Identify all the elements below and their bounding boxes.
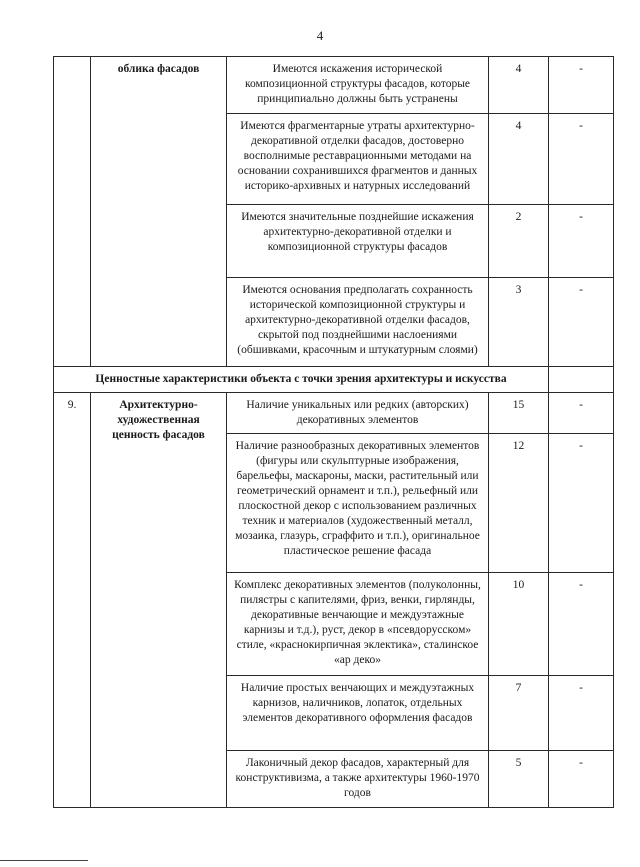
row-number-cell: [54, 57, 91, 367]
footnote-divider: [0, 860, 88, 861]
row-number-cell: 9.: [54, 393, 91, 808]
score-cell: 12: [489, 434, 549, 573]
criterion-description: Наличие простых венчающих и междуэтажных карнизов, наличников, лопаток, отдельных элементов декоративного оформления фасадов: [227, 676, 489, 751]
extra-cell: -: [549, 57, 614, 114]
score-cell: 4: [489, 114, 549, 205]
criterion-description: Имеются значительные позднейшие искажения архитектурно-декоративной отделки и композиционной структуры фасадов: [227, 205, 489, 278]
extra-cell: -: [549, 573, 614, 676]
score-cell: 15: [489, 393, 549, 434]
criterion-description: Наличие разнообразных декоративных элементов (фигуры или скульптурные изображения, барельефы, маскароны, маски, растительный или геометрический орнамент и т.п.), рельефный или плоскостной декор с использованием различных техник и материалов (художественный металл, мозаика, глазурь, сграффито и т.п.), оригинальное пластическое решение фасада: [227, 434, 489, 573]
score-cell: 10: [489, 573, 549, 676]
criterion-name: Архитектурно-художественная ценность фасадов: [91, 393, 227, 808]
extra-cell: -: [549, 751, 614, 808]
extra-cell: -: [549, 676, 614, 751]
score-cell: 3: [489, 278, 549, 367]
criterion-description: Имеются основания предполагать сохранность исторической композиционной структуры и архитектурно-декоративной отделки фасадов, скрытой под позднейшими наслоениями (обшивками, красочным и штукатурным слоями): [227, 278, 489, 367]
section-title: Ценностные характеристики объекта с точки зрения архитектуры и искусства: [54, 367, 549, 393]
extra-cell: -: [549, 114, 614, 205]
criterion-name: облика фасадов: [91, 57, 227, 367]
score-cell: 4: [489, 57, 549, 114]
extra-cell: -: [549, 393, 614, 434]
table-row: [54, 57, 614, 114]
table-row: [54, 393, 614, 434]
page-number: 4: [316, 28, 324, 43]
criterion-description: Наличие уникальных или редких (авторских) декоративных элементов: [227, 393, 489, 434]
criterion-description: Лаконичный декор фасадов, характерный для конструктивизма, а также архитектуры 1960-1970 годов: [227, 751, 489, 808]
criteria-table: [53, 56, 614, 808]
extra-cell: -: [549, 434, 614, 573]
score-cell: 5: [489, 751, 549, 808]
criterion-description: Имеются фрагментарные утраты архитектурно-декоративной отделки фасадов, достоверно восполнимые реставрационными методами на основании сохранившихся фрагментов и данных историко-архивных и натурных исследований: [227, 114, 489, 205]
section-empty-cell: [549, 367, 614, 393]
section-header-row: [54, 367, 614, 393]
score-cell: 2: [489, 205, 549, 278]
score-cell: 7: [489, 676, 549, 751]
criterion-description: Имеются искажения исторической композиционной структуры фасадов, которые принципиально должны быть устранены: [227, 57, 489, 114]
extra-cell: -: [549, 278, 614, 367]
extra-cell: -: [549, 205, 614, 278]
criterion-description: Комплекс декоративных элементов (полуколонны, пилястры с капителями, фриз, венки, гирлянды, декоративные венчающие и междуэтажные карнизы и т.д.), руст, декор в «псевдорусском» стиле, «краснокирпичная эклектика», сталинское «ар деко»: [227, 573, 489, 676]
